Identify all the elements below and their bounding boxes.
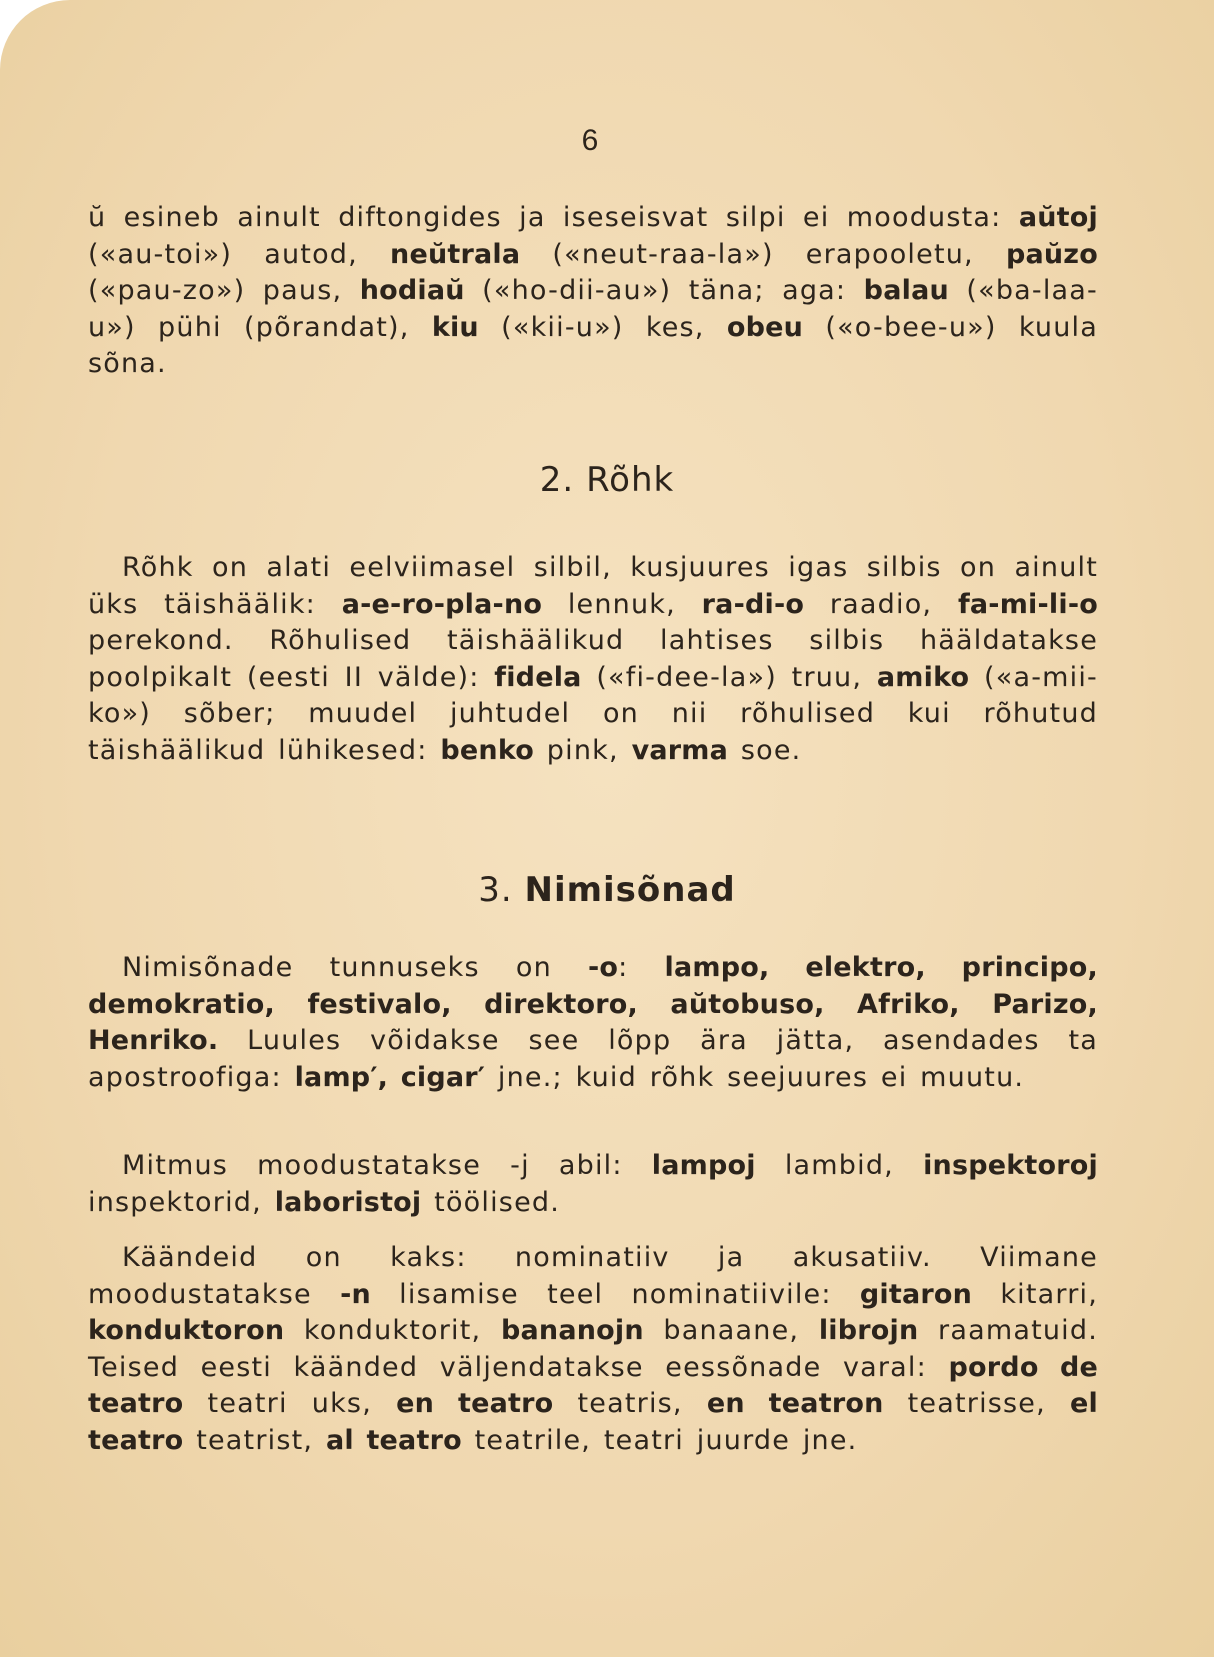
text: lennuk,: [542, 588, 702, 620]
section-title: Nimisõnad: [524, 870, 736, 910]
example-word: lampoj: [651, 1150, 756, 1181]
text: töölised.: [421, 1186, 560, 1218]
paragraph-plural: [88, 1148, 1098, 1221]
text: konduktorit,: [284, 1315, 501, 1346]
example-word: benko: [440, 734, 535, 766]
example-word: gitaron: [859, 1278, 973, 1310]
text: Nimisõnade tunnuseks on: [122, 952, 588, 983]
example-word: a-e-ro-pla-no: [341, 588, 543, 620]
example-word: bananojn: [500, 1315, 644, 1346]
text: teatri uks,: [183, 1388, 397, 1419]
example-word: -o: [587, 952, 619, 983]
text: ŭ esineb ainult diftongides ja iseseisvat silpi ei moodusta:: [88, 202, 1019, 233]
example-word: hodiaŭ: [359, 275, 465, 306]
text: kitarri,: [972, 1278, 1099, 1310]
example-word: en teatron: [706, 1388, 884, 1419]
example-word: lamp′, cigar′: [294, 1061, 486, 1093]
text: banaane,: [643, 1315, 819, 1346]
page-number: 6: [581, 124, 599, 157]
text: («au-toi») autod,: [88, 238, 391, 270]
text: teatrist,: [183, 1424, 326, 1456]
text: teatris,: [553, 1388, 707, 1419]
example-word: kiu: [431, 311, 479, 343]
example-word: al teatro: [325, 1424, 462, 1456]
example-word: laboristoj: [274, 1186, 422, 1218]
paragraph-stress: [88, 550, 1098, 769]
text: («fi-dee-la») truu,: [581, 661, 877, 693]
text: teatrisse,: [883, 1388, 1071, 1419]
paragraph-cases: [88, 1240, 1098, 1459]
example-word: -n: [340, 1278, 371, 1310]
example-word: en teatro: [396, 1388, 554, 1419]
text: Rõhk on alati eelviimasel silbil, kusjuures igas silbis on ainult üks täishäälik:: [88, 552, 1098, 620]
example-word: balau: [863, 275, 949, 306]
text: soe.: [728, 734, 802, 766]
text: :: [618, 952, 665, 983]
section-heading-stress: [0, 460, 1214, 500]
text: pink,: [534, 734, 632, 766]
example-word: paŭzo: [1005, 238, 1098, 270]
example-word: lampo, elektro, principo, demokratio, festivalo, direktoro, aŭtobuso, Afriko, Parizo, Henriko.: [88, 952, 1098, 1056]
section-number: 2.: [539, 460, 575, 500]
example-word: neŭtrala: [390, 238, 521, 270]
example-word: fa-mi-li-o: [957, 588, 1098, 620]
text: («pau-zo») paus,: [88, 275, 360, 306]
example-word: obeu: [726, 311, 804, 343]
text: («neut-raa-la») erapooletu,: [520, 238, 1006, 270]
section-number: 3.: [478, 870, 513, 910]
paragraph-diphthong: [88, 200, 1098, 383]
paragraph-nouns: [88, 950, 1098, 1096]
example-word: pordo de teatro: [88, 1351, 1098, 1419]
text: raamatuid. Teised eesti käänded väljendatakse eessõnade varal:: [88, 1315, 1098, 1383]
text: jne.; kuid rõhk seejuures ei muutu.: [485, 1061, 1025, 1093]
text: perekond. Rõhulised täishäälikud lahtises silbis hääldatakse poolpikalt (eesti II välde):: [88, 625, 1098, 693]
example-word: aŭtoj: [1018, 202, 1098, 233]
example-word: fidela: [494, 661, 582, 693]
example-word: inspektoroj: [923, 1150, 1098, 1181]
text: Käändeid on kaks: nominatiiv ja akusatiiv. Viimane moodustatakse: [88, 1242, 1098, 1310]
text: Mitmus moodustatakse -j abil:: [122, 1150, 652, 1181]
text: inspektorid,: [88, 1186, 275, 1218]
text: («ba-laa-u») pühi (põrandat),: [88, 275, 1098, 343]
example-word: konduktoron: [88, 1315, 285, 1346]
text: («kii-u») kes,: [478, 311, 727, 343]
example-word: amiko: [876, 661, 970, 693]
example-word: el teatro: [88, 1388, 1098, 1456]
text: («ho-dii-au») täna; aga:: [464, 275, 864, 306]
text: teatrile, teatri juurde jne.: [461, 1424, 858, 1456]
text: lisamise teel nominatiivile:: [370, 1278, 860, 1310]
text: («o-bee-u») kuula sõna.: [88, 311, 1098, 379]
section-title: Rõhk: [586, 460, 675, 500]
text: («a-mii-ko») sõber; muudel juhtudel on nii rõhulised kui rõhutud täishäälikud lühikesed:: [88, 661, 1098, 766]
section-heading-nouns: [0, 870, 1214, 910]
text: lambid,: [755, 1150, 924, 1181]
text: raadio,: [804, 588, 958, 620]
text: Luules võidakse see lõpp ära jätta, asendades ta apostroofiga:: [88, 1025, 1098, 1093]
example-word: varma: [631, 734, 729, 766]
example-word: ra-di-o: [701, 588, 805, 620]
example-word: librojn: [818, 1315, 919, 1346]
